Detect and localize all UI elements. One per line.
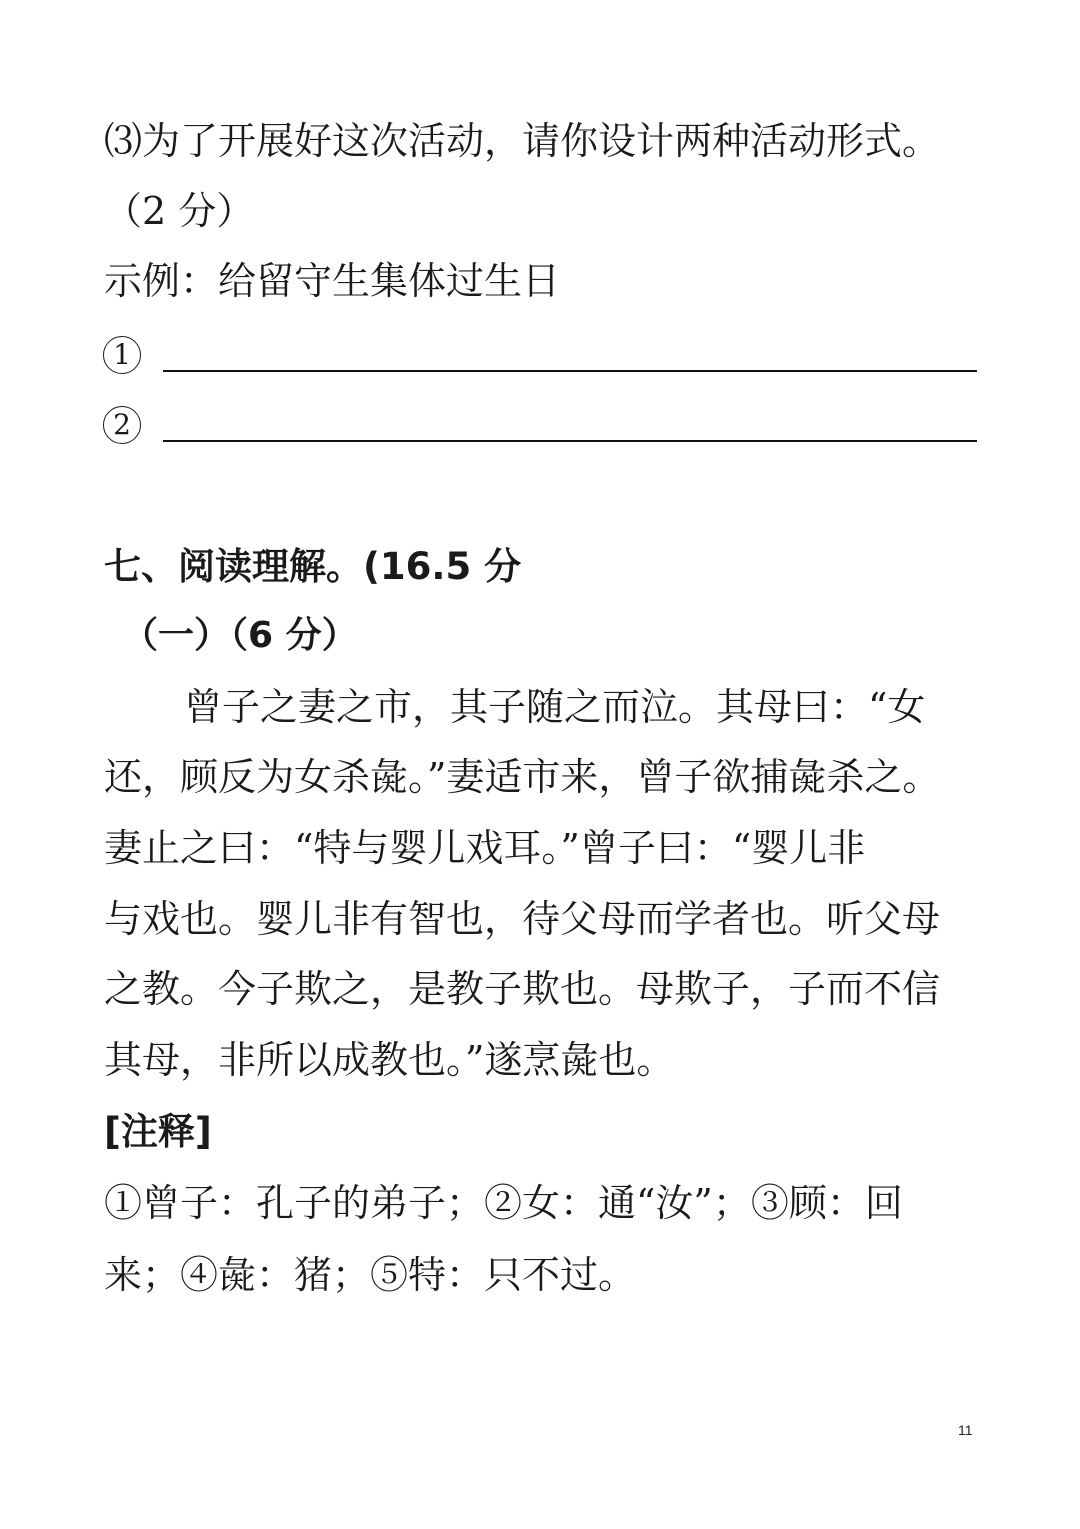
question-3-example: 示例：给留守生集体过生日 bbox=[104, 259, 561, 303]
section-7-heading: 七、阅读理解。(16.5 分 bbox=[104, 545, 522, 588]
passage-line-5: 之教。今子欺之，是教子欺也。母欺子，子而不信 bbox=[104, 967, 941, 1011]
notes-line-1: ①曾子：孔子的弟子；②女：通“汝”；③顾：回 bbox=[104, 1181, 903, 1225]
notes-heading: [注释] bbox=[104, 1110, 212, 1153]
notes-line-2: 来；④彘：猪；⑤特：只不过。 bbox=[104, 1253, 637, 1297]
question-3-prompt: ⑶为了开展好这次活动，请你设计两种活动形式。 bbox=[104, 119, 941, 163]
answer-blank-1[interactable] bbox=[163, 370, 977, 372]
answer-marker-1: 1 bbox=[103, 336, 141, 374]
passage-line-6: 其母，非所以成教也。”遂烹彘也。 bbox=[104, 1038, 675, 1082]
part-1-heading: （一）（6 分） bbox=[122, 615, 358, 656]
answer-blank-2[interactable] bbox=[163, 440, 977, 442]
passage-line-2: 还，顾反为女杀彘。”妻适市来，曾子欲捕彘杀之。 bbox=[104, 755, 941, 799]
answer-marker-2: 2 bbox=[103, 406, 141, 444]
passage-line-1: 曾子之妻之市，其子随之而泣。其母曰：“女 bbox=[184, 685, 926, 729]
question-3-score: （2 分） bbox=[104, 189, 255, 233]
page-number: 11 bbox=[958, 1422, 973, 1438]
passage-line-3: 妻止之曰：“特与婴儿戏耳。”曾子曰：“婴儿非 bbox=[104, 826, 866, 870]
passage-line-4: 与戏也。婴儿非有智也，待父母而学者也。听父母 bbox=[104, 897, 941, 941]
